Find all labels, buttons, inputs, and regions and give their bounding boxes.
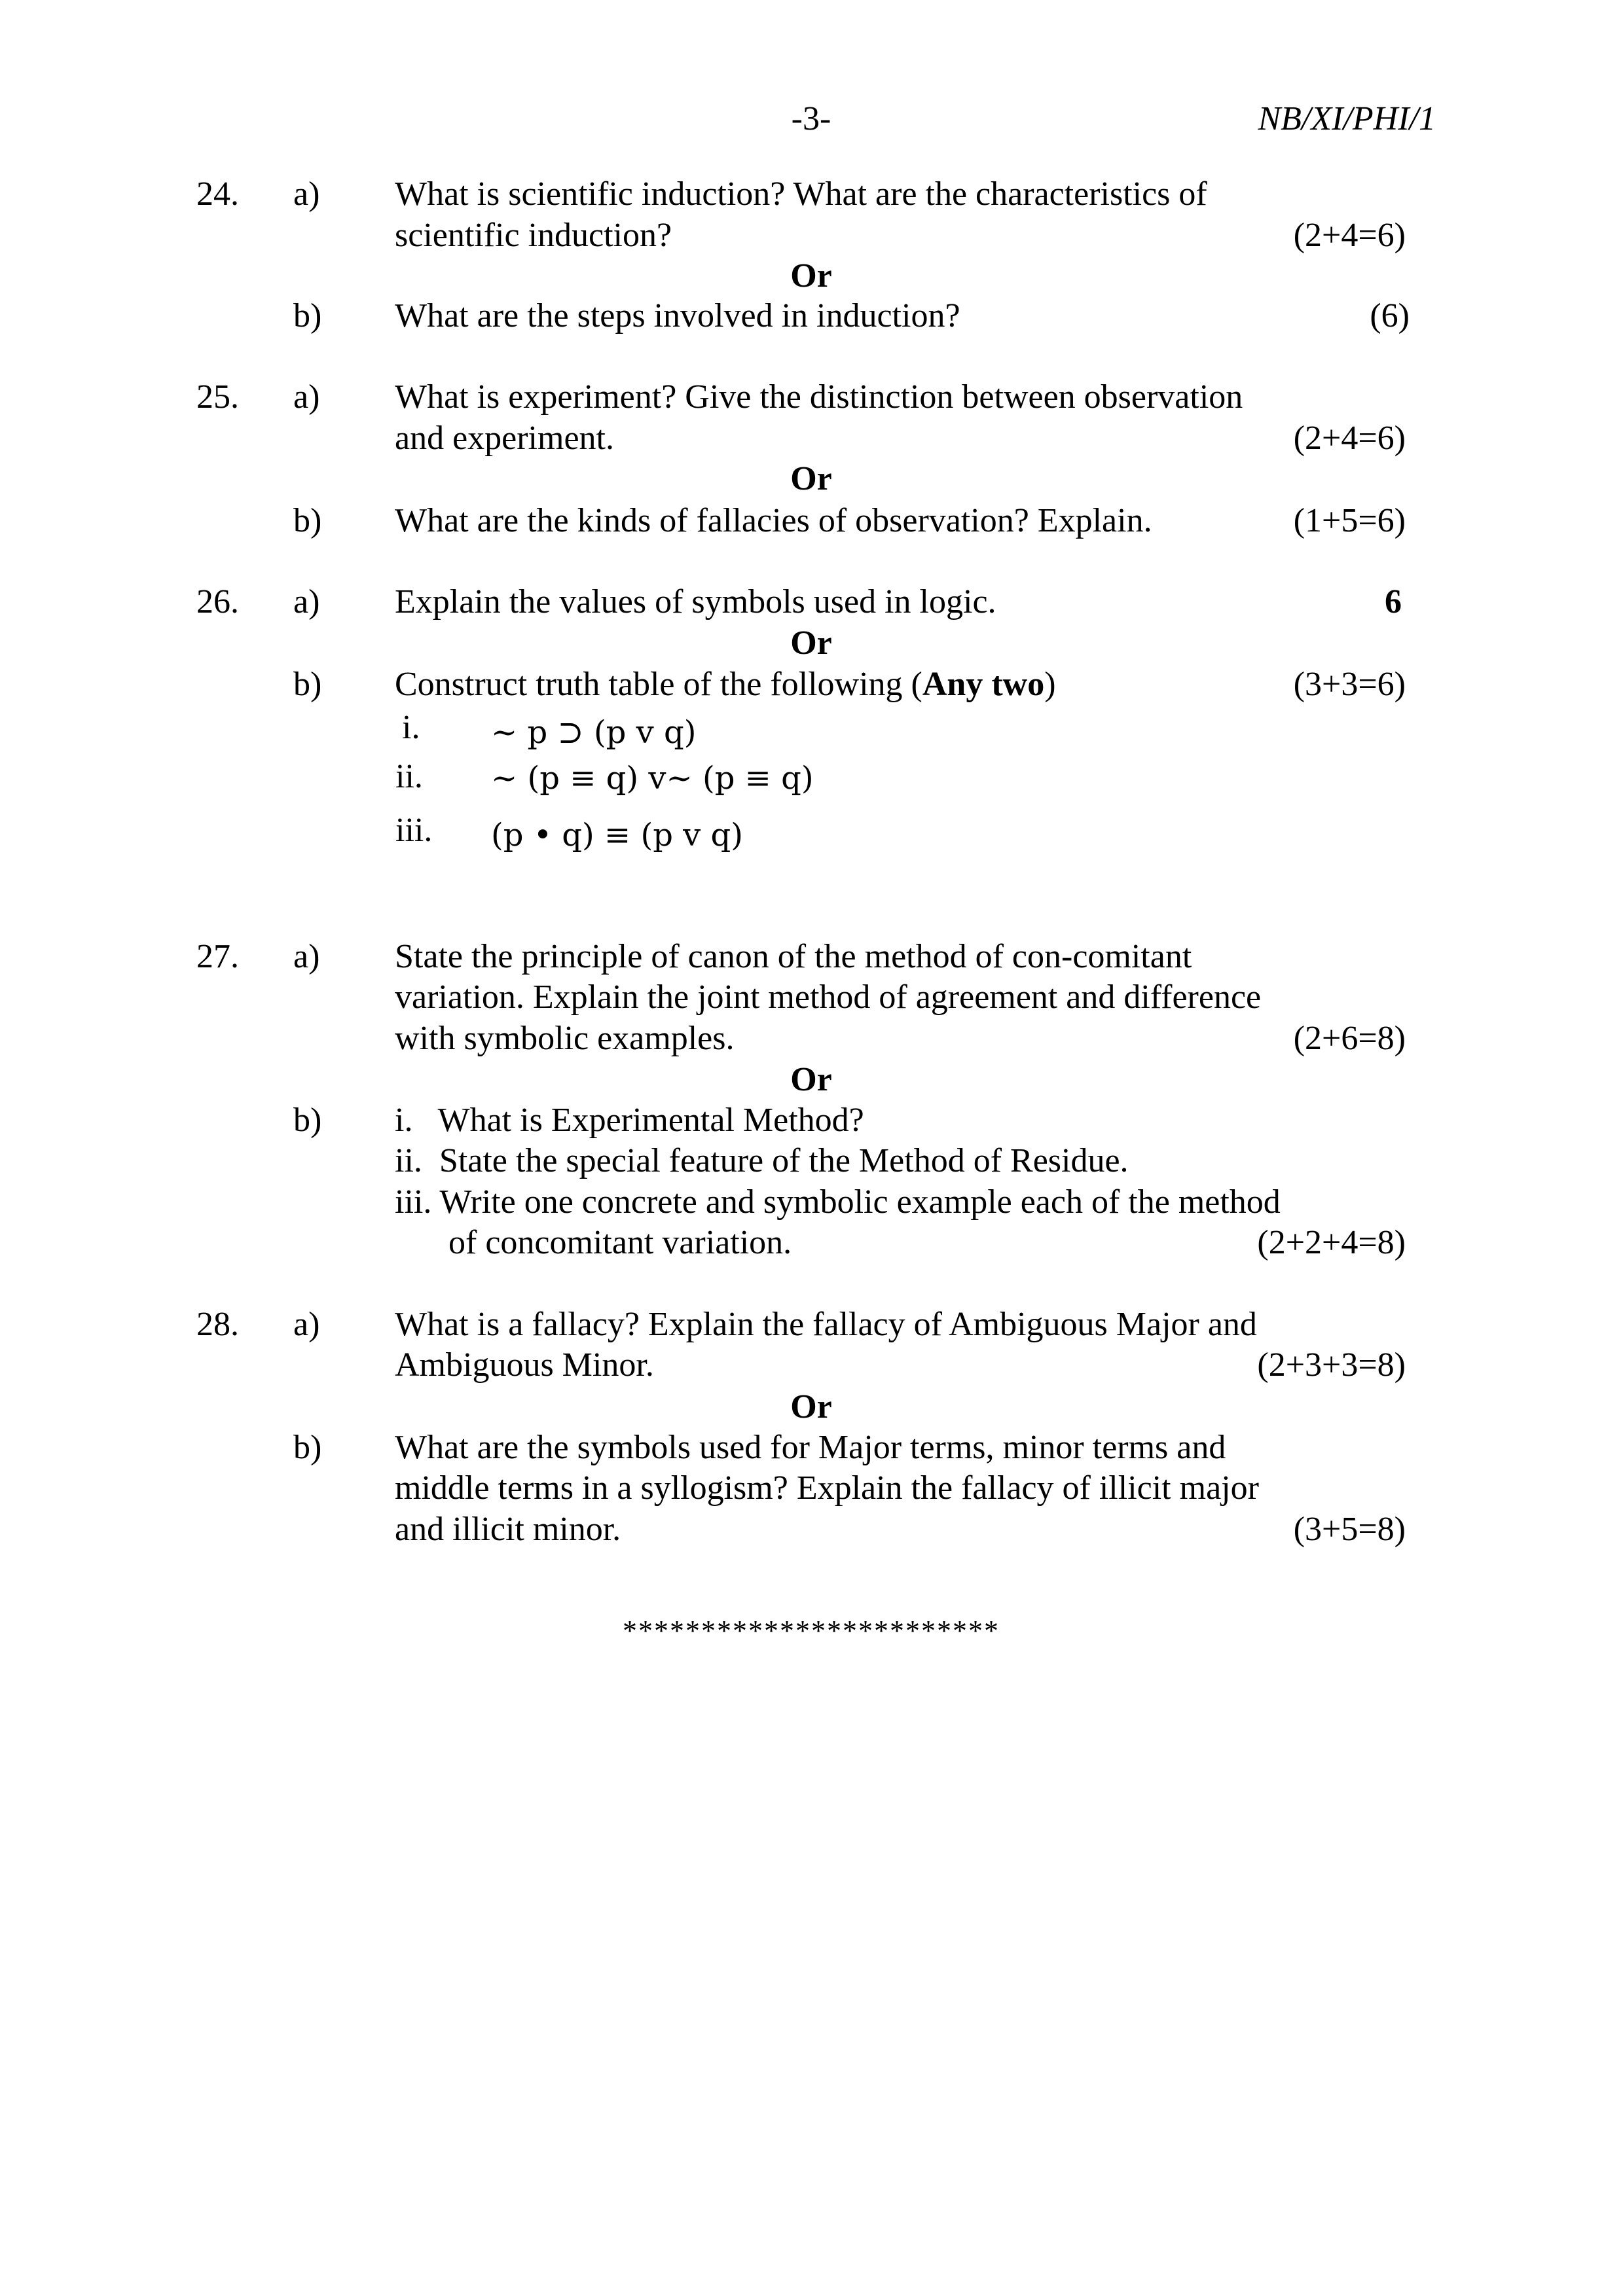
option-b-label: b) xyxy=(293,1102,322,1139)
marks: (3+3=6) xyxy=(1293,666,1406,703)
question-text: with symbolic examples. xyxy=(395,1020,735,1057)
instruction-suffix: ) xyxy=(1044,666,1056,703)
option-b-label: b) xyxy=(293,502,322,539)
or-separator: Or xyxy=(790,257,832,295)
logic-expression: ~ (p ≡ q) v~ (p ≡ q) xyxy=(491,760,814,797)
question-text: State the principle of canon of the method of con-comitant xyxy=(395,938,1192,975)
marks: (6) xyxy=(1370,297,1410,334)
question-text: scientific induction? xyxy=(395,217,672,254)
question-text: What is a fallacy? Explain the fallacy of Ambiguous Major and xyxy=(395,1306,1257,1343)
item-roman: ii. xyxy=(395,758,423,795)
sub-question: iii. Write one concrete and symbolic example each of the method xyxy=(395,1183,1281,1221)
logic-expression: (p • q) ≡ (p v q) xyxy=(491,817,744,853)
option-a-label: a) xyxy=(293,1306,320,1343)
question-text: Explain the values of symbols used in logic. xyxy=(395,583,996,620)
question-text: What are the kinds of fallacies of observation? Explain. xyxy=(395,502,1152,539)
sub-question: of concomitant variation. xyxy=(448,1224,792,1261)
marks: (3+5=8) xyxy=(1293,1511,1406,1548)
question-number: 24. xyxy=(196,175,239,213)
option-b-label: b) xyxy=(293,666,322,703)
sub-question: i. What is Experimental Method? xyxy=(395,1102,864,1139)
option-a-label: a) xyxy=(293,378,320,416)
question-text: variation. Explain the joint method of agreement and difference xyxy=(395,978,1262,1016)
option-a-label: a) xyxy=(293,938,320,975)
paper-code: NB/XI/PHI/1 xyxy=(1258,100,1436,137)
or-separator: Or xyxy=(790,460,832,497)
logic-expression: ~ p ⊃ (p v q) xyxy=(491,714,697,751)
question-text: What is experiment? Give the distinction between observation xyxy=(395,378,1243,416)
item-roman: iii. xyxy=(395,812,433,849)
option-b-label: b) xyxy=(293,1429,322,1466)
question-text: What are the steps involved in induction? xyxy=(395,297,960,334)
page-number: -3- xyxy=(791,100,831,137)
option-a-label: a) xyxy=(293,175,320,213)
marks: (2+4=6) xyxy=(1293,420,1406,457)
question-text: What are the symbols used for Major terms, minor terms and xyxy=(395,1429,1226,1466)
item-roman: i. xyxy=(402,709,420,746)
or-separator: Or xyxy=(790,1388,832,1426)
marks: (2+2+4=8) xyxy=(1257,1224,1406,1261)
question-number: 26. xyxy=(196,583,239,620)
question-text: middle terms in a syllogism? Explain the fallacy of illicit major xyxy=(395,1469,1259,1507)
question-number: 28. xyxy=(196,1306,239,1343)
question-number: 25. xyxy=(196,378,239,416)
or-separator: Or xyxy=(790,624,832,662)
sub-question: ii. State the special feature of the Method of Residue. xyxy=(395,1142,1129,1179)
instruction-text: Construct truth table of the following ( xyxy=(395,666,922,703)
question-number: 27. xyxy=(196,938,239,975)
question-text xyxy=(395,664,1056,705)
question-text: Ambiguous Minor. xyxy=(395,1346,654,1384)
end-of-paper-stars: ************************ xyxy=(623,1615,1000,1647)
question-text: and experiment. xyxy=(395,420,614,457)
marks: (2+4=6) xyxy=(1293,217,1406,254)
marks: (2+6=8) xyxy=(1293,1020,1406,1057)
question-text: What is scientific induction? What are the characteristics of xyxy=(395,175,1207,213)
or-separator: Or xyxy=(790,1061,832,1098)
marks: (2+3+3=8) xyxy=(1257,1346,1406,1384)
marks: 6 xyxy=(1385,583,1402,620)
question-text: and illicit minor. xyxy=(395,1511,621,1548)
marks: (1+5=6) xyxy=(1293,502,1406,539)
instruction-emphasis: Any two xyxy=(922,666,1045,703)
option-a-label: a) xyxy=(293,583,320,620)
option-b-label: b) xyxy=(293,297,322,334)
